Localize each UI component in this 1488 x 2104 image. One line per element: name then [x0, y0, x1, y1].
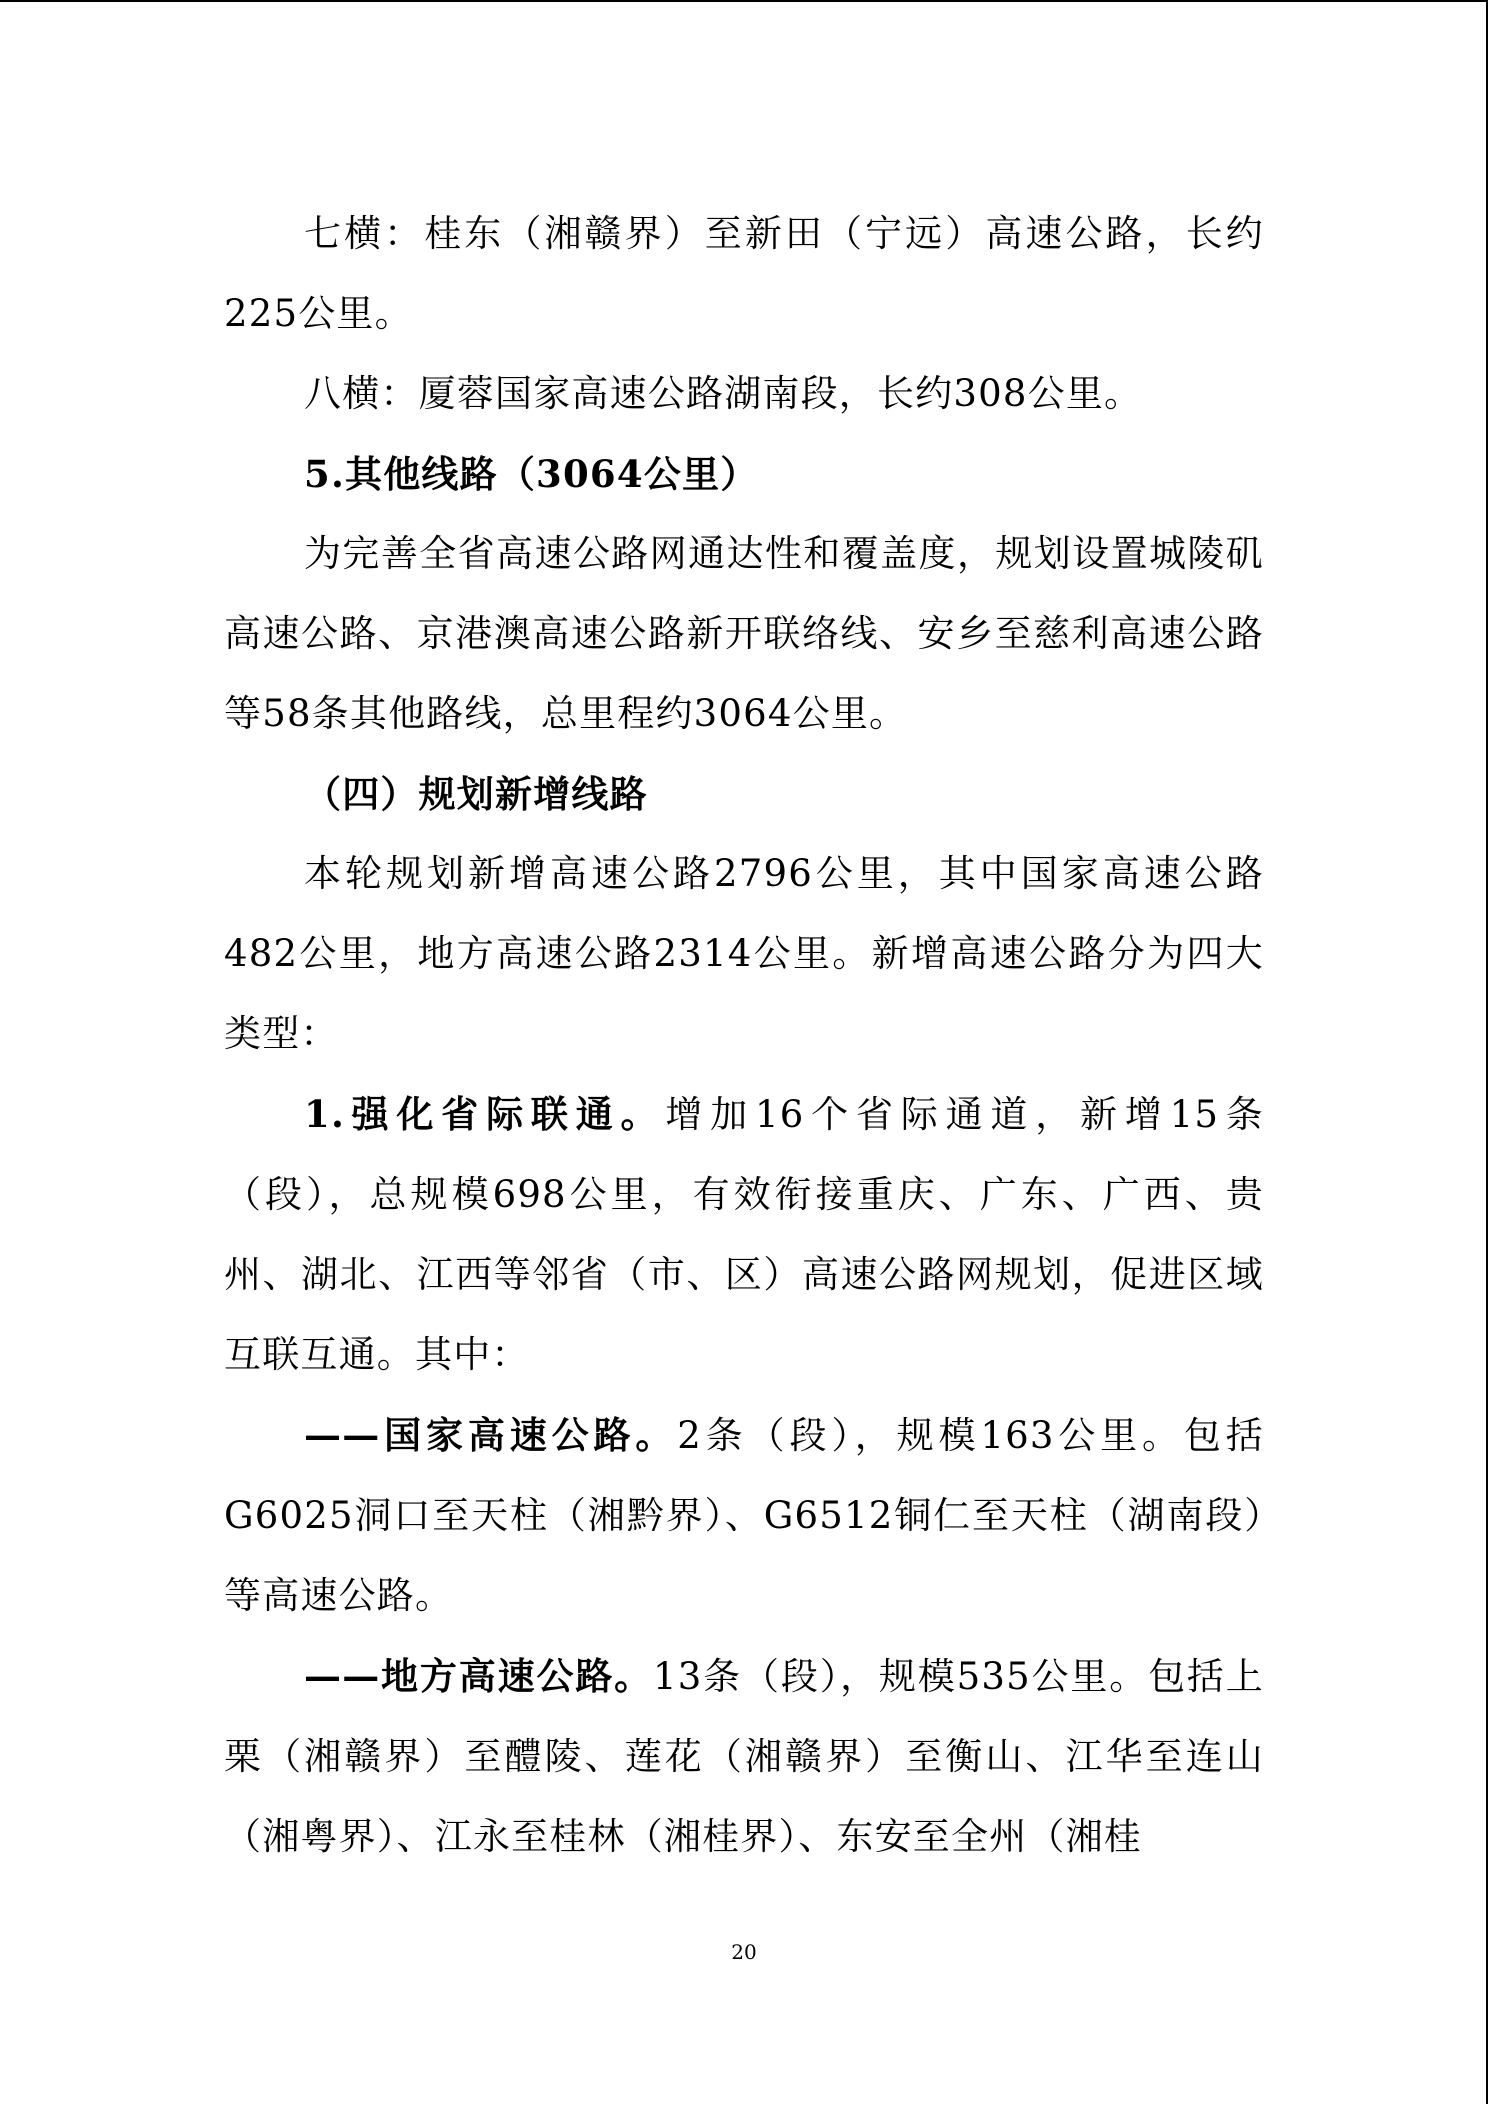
- paragraph-body-local-expressway: 13条（段），规模535公里。包括上栗（湘赣界）至醴陵、莲花（湘赣界）至衡山、江华至连山（湘粤界）、江永至桂林（湘桂界）、东安至全州（湘桂: [224, 1655, 1264, 1858]
- paragraph-national-expressway: [224, 1395, 1264, 1636]
- paragraph-qiheng: 七横：桂东（湘赣界）至新田（宁远）高速公路，长约225公里。: [224, 212, 1264, 335]
- section-heading-other-routes: 5.其他线路（3064公里）: [304, 452, 759, 496]
- paragraph-baheng: 八横：厦蓉国家高速公路湖南段，长约308公里。: [304, 372, 1143, 415]
- section-heading-new-routes: （四）规划新增线路: [304, 772, 648, 816]
- paragraph-lead-local-expressway: ——地方高速公路。: [304, 1654, 654, 1698]
- paragraph-lead-interprovincial: 1.强化省际联通。: [304, 1092, 666, 1136]
- paragraph-local-expressway: [224, 1636, 1264, 1877]
- paragraph-body-national-expressway: 2条（段），规模163公里。包括G6025洞口至天柱（湘黔界）、G6512铜仁至天柱（湖南段）等高速公路。: [224, 1414, 1264, 1617]
- paragraph-body-interprovincial: 增加16个省际通道，新增15条（段），总规模698公里，有效衔接重庆、广东、广西、贵州、湖北、江西等邻省（市、区）高速公路网规划，促进区域互联互通。其中：: [224, 1093, 1264, 1376]
- document-body: [224, 194, 1264, 1877]
- page-number: 20: [731, 1940, 757, 1964]
- paragraph-interprovincial: [224, 1074, 1264, 1395]
- paragraph-new-routes-summary: 本轮规划新增高速公路2796公里，其中国家高速公路482公里，地方高速公路2314公里。新增高速公路分为四大类型：: [224, 852, 1264, 1055]
- paragraph-lead-national-expressway: ——国家高速公路。: [304, 1413, 678, 1457]
- paragraph-other-routes: 为完善全省高速公路网通达性和覆盖度，规划设置城陵矶高速公路、京港澳高速公路新开联络线、安乡至慈利高速公路等58条其他路线，总里程约3064公里。: [224, 532, 1264, 735]
